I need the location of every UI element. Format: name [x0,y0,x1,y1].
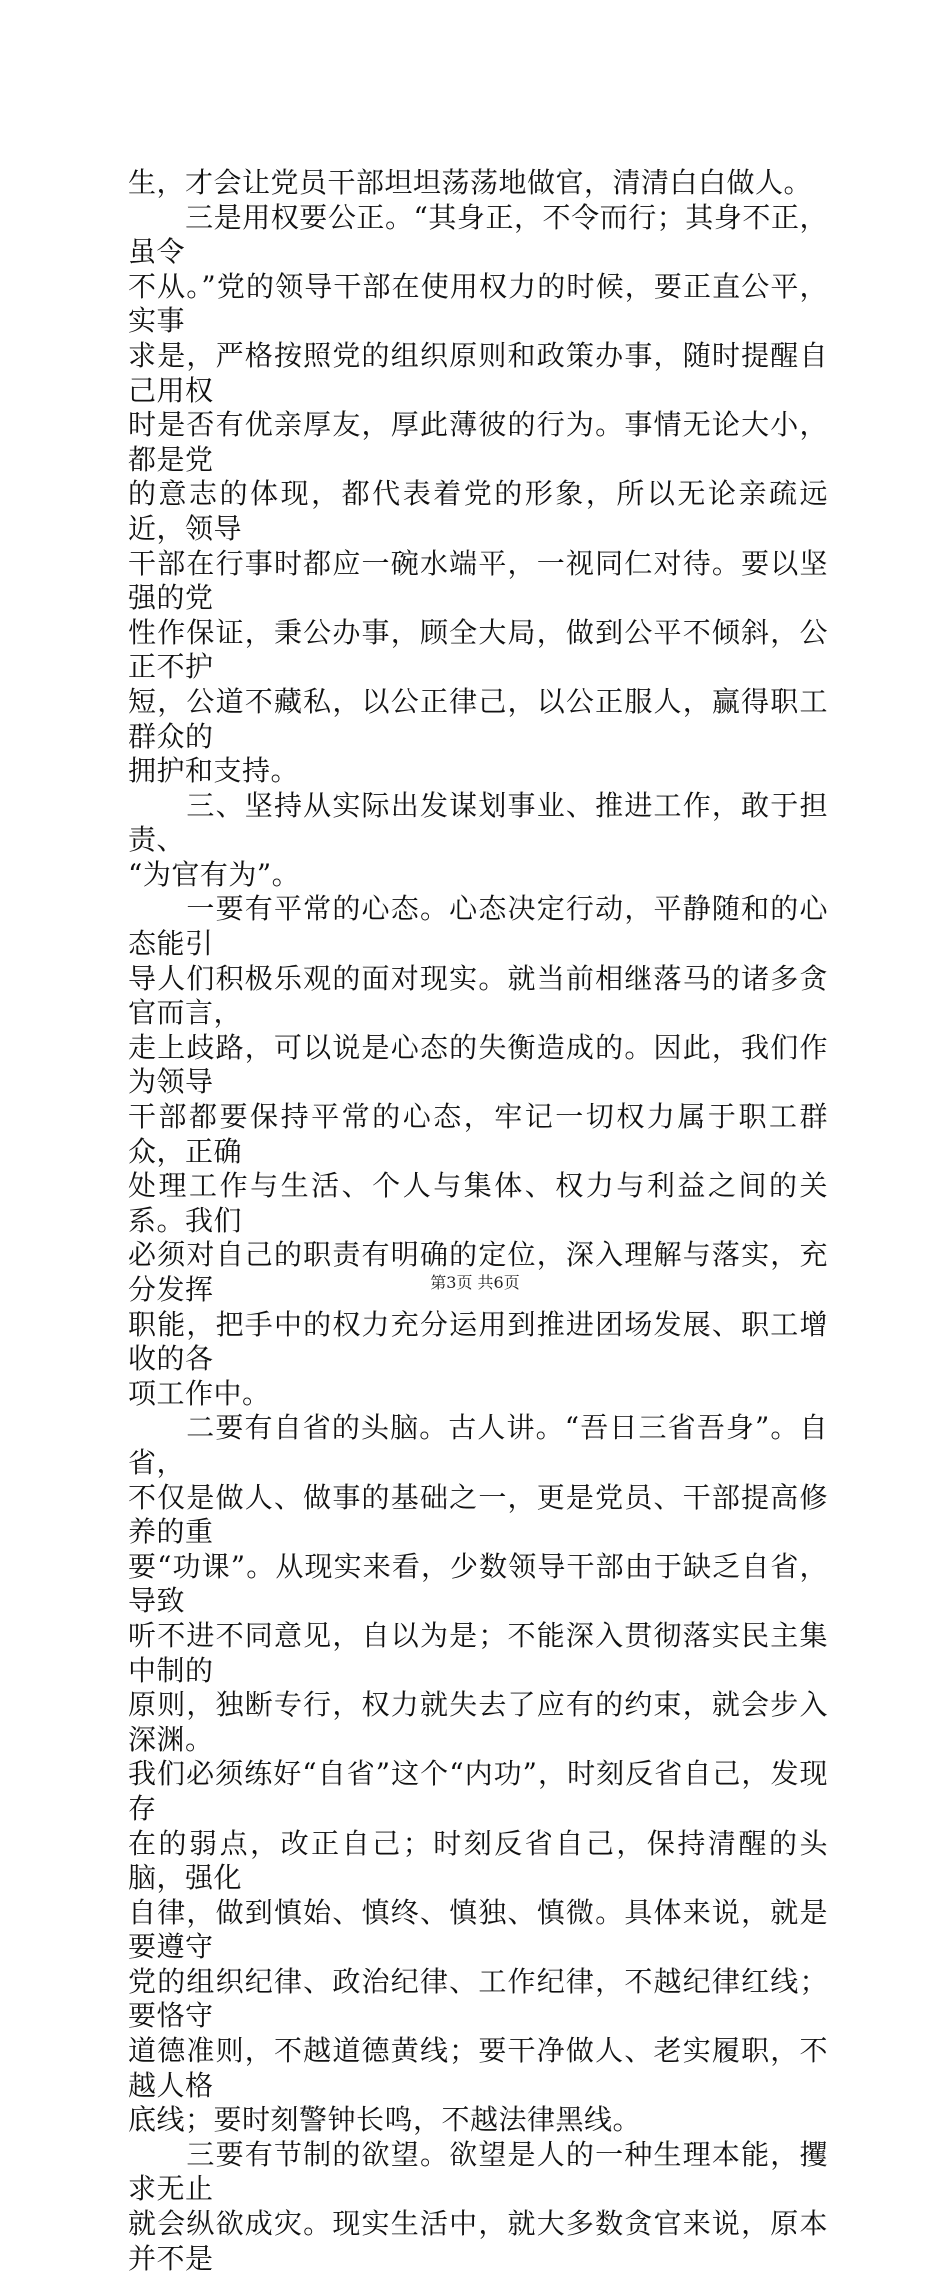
text-line: 三要有节制的欲望。欲望是人的一种生理本能，攫求无止 [128,2137,828,2206]
text-line: 道德准则，不越道德黄线；要干净做人、老实履职，不越人格 [128,2034,828,2102]
text-line: 时是否有优亲厚友，厚此薄彼的行为。事情无论大小，都是党 [128,408,828,476]
text-line: 一要有平常的心态。心态决定行动，平静随和的心态能引 [128,892,828,961]
text-line: 的意志的体现，都代表着党的形象，所以无论亲疏远近，领导 [128,477,828,545]
text-line: 求是，严格按照党的组织原则和政策办事，随时提醒自己用权 [128,338,828,407]
text-line: 短，公道不藏私，以公正律己，以公正服人，赢得职工群众的 [128,684,828,753]
text-line: 不仅是做人、做事的基础之一，更是党员、干部提高修养的重 [128,1480,828,1549]
text-line: 性作保证，秉公办事，顾全大局，做到公平不倾斜，公正不护 [128,615,828,684]
text-line: 拥护和支持。 [128,754,300,788]
text-line: 听不进不同意见，自以为是；不能深入贯彻落实民主集中制的 [128,1618,828,1687]
text-line: 三是用权要公正。“其身正，不令而行；其身不正，虽令 [128,200,828,269]
text-line: 生，才会让党员干部坦坦荡荡地做官，清清白白做人。 [128,166,813,199]
text-line: 三、坚持从实际出发谋划事业、推进工作，敢于担责、 [128,788,828,857]
text-line: 底线；要时刻警钟长鸣，不越法律黑线。 [128,2103,642,2137]
text-line: 职能，把手中的权力充分运用到推进团场发展、职工增收的各 [128,1307,828,1376]
text-line: 就会纵欲成灾。现实生活中，就大多数贪官来说，原本并不是 [128,2207,828,2275]
text-line: 项工作中。 [128,1376,271,1410]
text-line: 走上歧路，可以说是心态的失衡造成的。因此，我们作为领导 [128,1030,828,1099]
document-body [128,166,828,2276]
text-line: 导人们积极乐观的面对现实。就当前相继落马的诸多贪官而言， [128,961,828,1030]
text-line: 在的弱点，改正自己；时刻反省自己，保持清醒的头脑，强化 [128,1826,828,1895]
text-line: 党的组织纪律、政治纪律、工作纪律，不越纪律红线；要恪守 [128,1964,828,2033]
text-line: “为官有为”。 [128,857,301,891]
text-line: 干部都要保持平常的心态，牢记一切权力属于职工群众，正确 [128,1100,828,1168]
page-footer: 第3页 共6页 [430,1273,520,1292]
text-line: 干部在行事时都应一碗水端平，一视同仁对待。要以坚强的党 [128,546,828,615]
text-line: 自律，做到慎始、慎终、慎独、慎微。具体来说，就是要遵守 [128,1895,828,1964]
text-line: 我们必须练好“自省”这个“内功”，时刻反省自己，发现存 [128,1757,828,1825]
text-line: 不从。”党的领导干部在使用权力的时候，要正直公平，实事 [128,269,828,338]
text-line: 必须对自己的职责有明确的定位，深入理解与落实，充分发挥 [128,1238,828,1306]
text-line: 要“功课”。从现实来看，少数领导干部由于缺乏自省，导致 [128,1549,828,1618]
text-line: 处理工作与生活、个人与集体、权力与利益之间的关系。我们 [128,1169,828,1237]
text-line: 原则，独断专行，权力就失去了应有的约束，就会步入深渊。 [128,1688,828,1756]
text-line: 二要有自省的头脑。古人讲。“吾日三省吾身”。自省， [128,1411,828,1479]
